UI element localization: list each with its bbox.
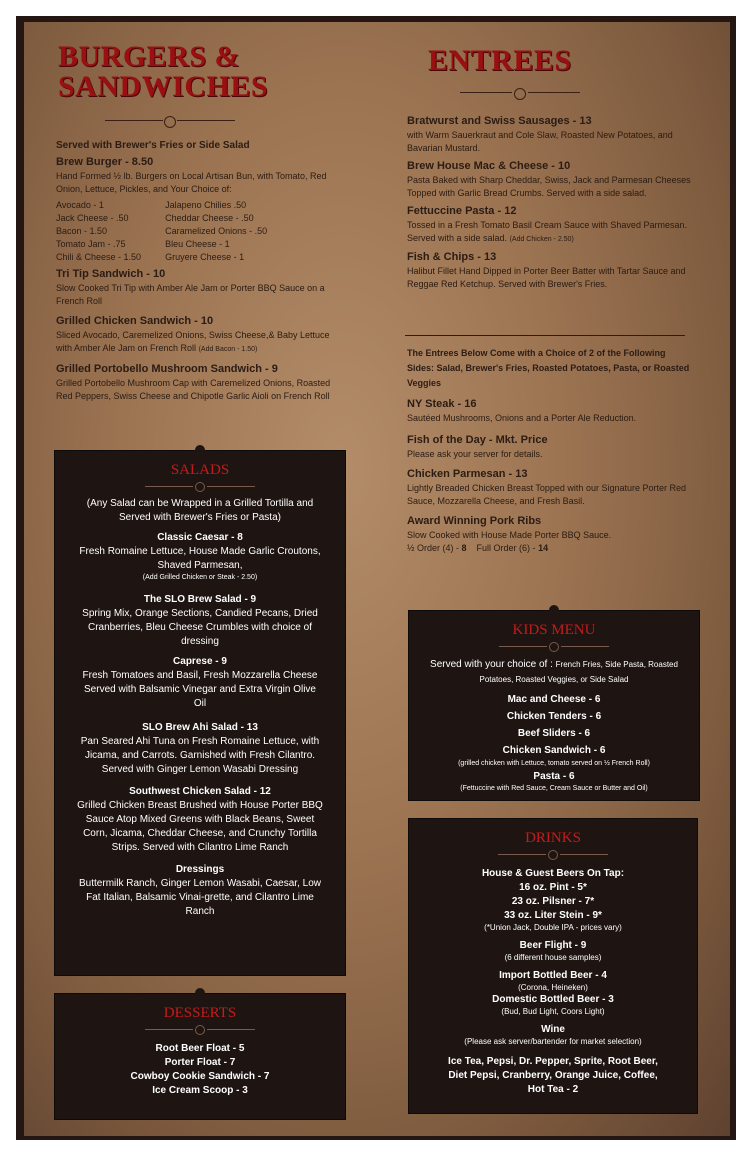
drinks-panel — [408, 818, 698, 1114]
bratwurst-desc: with Warm Sauerkraut and Cole Slaw, Roasted New Potatoes, and Bavarian Mustard. — [407, 130, 673, 153]
classic-caesar-desc: Fresh Romaine Lettuce, House Made Garlic Croutons, Shaved Parmesan, — [79, 546, 321, 571]
desc-text: Sliced Avocado, Caremelized Onions, Swiss Cheese,& Baby Lettuce with Amber Ale Jam on French Roll — [56, 330, 330, 353]
pork-ribs-prices — [407, 542, 692, 555]
kids-item-note: (Fettuccine with Red Sauce, Cream Sauce or Butter and Oil) — [460, 785, 648, 792]
sides-choice-note: The Entrees Below Come with a Choice of 2 of the Following Sides: Salad, Brewer's Fries, Roasted Potatoes, Pasta, or Roasted Veggies — [407, 348, 690, 388]
add-on-note: (Add Bacon - 1.50) — [198, 346, 258, 353]
kids-item: Pasta - 6 — [533, 771, 575, 782]
full-order-price: 14 — [538, 543, 549, 553]
drinks-flourish-icon — [498, 847, 608, 863]
addon: Bleu Cheese - 1 — [165, 239, 230, 249]
tap-note: (*Union Jack, Double IPA - prices vary) — [484, 923, 622, 932]
classic-caesar-title: Classic Caesar - 8 — [157, 532, 243, 543]
domestic-beer-note: (Bud, Bud Light, Coors Light) — [501, 1007, 605, 1016]
import-beer: Import Bottled Beer - 4 — [499, 970, 607, 981]
kids-item: Chicken Sandwich - 6 — [502, 745, 606, 756]
salads-flourish-icon — [145, 479, 255, 495]
grilled-chicken-sandwich-title: Grilled Chicken Sandwich - 10 — [56, 315, 214, 327]
desserts-panel — [54, 993, 346, 1120]
kids-item: Chicken Tenders - 6 — [506, 711, 602, 722]
ny-steak-desc: Sautéed Mushrooms, Onions and a Porter Ale Reduction. — [407, 413, 637, 423]
brew-burger-desc: Hand Formed ½ lb. Burgers on Local Artisan Bun, with Tomato, Red Onion, Lettuce, Pickles, and Your Choice of: — [56, 171, 327, 194]
half-order-label: ½ Order (4) - — [407, 543, 462, 553]
desserts-heading: DESSERTS — [163, 1005, 237, 1021]
portobello-desc: Grilled Portobello Mushroom Cap with Caremelized Onions, Roasted Red Peppers, Swiss Cheese and Chipotle Garlic Aioli on French Roll — [56, 378, 331, 401]
full-order-label: Full Order (6) - — [476, 543, 539, 553]
kids-intro — [427, 657, 681, 687]
salads-heading: SALADS — [170, 462, 230, 478]
dessert-item: Porter Float - 7 — [164, 1057, 236, 1068]
domestic-beer: Domestic Bottled Beer - 3 — [492, 994, 614, 1005]
pork-ribs-title: Award Winning Pork Ribs — [407, 515, 542, 527]
drinks-heading: DRINKS — [525, 830, 581, 846]
addon: Avocado - 1 — [56, 200, 104, 210]
tap-item: 16 oz. Pint - 5* — [519, 882, 587, 893]
burgers-heading-line1: BURGERS & — [58, 40, 241, 73]
fish-of-day-title: Fish of the Day - Mkt. Price — [407, 434, 548, 446]
classic-caesar-note: (Add Grilled Chicken or Steak - 2.50) — [142, 574, 258, 581]
addon: Tomato Jam - .75 — [56, 239, 126, 249]
half-order-price: 8 — [461, 543, 467, 553]
tri-tip-title: Tri Tip Sandwich - 10 — [56, 268, 166, 280]
burgers-heading — [58, 42, 268, 102]
bratwurst-title: Bratwurst and Swiss Sausages - 13 — [407, 115, 592, 127]
salads-panel — [54, 450, 346, 976]
tap-item: 23 oz. Pilsner - 7* — [511, 896, 595, 907]
mac-cheese-title: Brew House Mac & Cheese - 10 — [407, 160, 571, 172]
desserts-flourish-icon — [145, 1022, 255, 1038]
dressings-desc: Buttermilk Ranch, Ginger Lemon Wasabi, Caesar, Low Fat Italian, Balsamic Vinai-grette, and Cilantro Lime Ranch — [79, 878, 321, 917]
burgers-heading-line2: SANDWICHES — [58, 70, 269, 103]
entrees-heading: ENTREES — [428, 44, 572, 77]
ahi-salad-desc: Pan Seared Ahi Tuna on Fresh Romaine Lettuce, with Jicama, and Carrots. Garnished with Fresh Cilantro. Served with Ginger Lemon Wasabi Dressing — [80, 736, 320, 775]
grilled-chicken-sandwich-desc — [56, 329, 341, 356]
kids-intro-options: French Fries, Side Pasta, Roasted Potatoes, Roasted Veggies, or Side Salad — [479, 660, 678, 684]
addon: Jack Cheese - .50 — [56, 213, 129, 223]
addon: Caramelized Onions - .50 — [165, 226, 268, 236]
add-on-note: (Add Chicken - 2.50) — [509, 236, 574, 243]
served-with-note: Served with Brewer's Fries or Side Salad — [56, 140, 250, 151]
beer-flight: Beer Flight - 9 — [519, 940, 587, 951]
fettuccine-desc — [407, 219, 692, 246]
kids-flourish-icon — [499, 639, 609, 655]
kids-item: Mac and Cheese - 6 — [507, 694, 601, 705]
slo-brew-salad-desc: Spring Mix, Orange Sections, Candied Pecans, Dried Cranberries, Bleu Cheese Crumbles with choice of dressing — [82, 608, 318, 647]
entrees-sides-section — [407, 346, 692, 555]
ny-steak-title: NY Steak - 16 — [407, 398, 477, 410]
dressings-title: Dressings — [175, 864, 225, 875]
pork-ribs-desc: Slow Cooked with House Made Porter BBQ Sauce. — [407, 530, 612, 540]
kids-heading: KIDS MENU — [512, 622, 596, 638]
fish-chips-title: Fish & Chips - 13 — [407, 251, 497, 263]
mac-cheese-desc: Pasta Baked with Sharp Cheddar, Swiss, Jack and Parmesan Cheeses Topped with Garlic Bread Crumbs. Served with a side salad. — [407, 175, 691, 198]
fish-of-day-desc: Please ask your server for details. — [407, 449, 543, 459]
kids-item: Beef Sliders - 6 — [517, 728, 591, 739]
addon: Bacon - 1.50 — [56, 226, 108, 236]
ahi-salad-title: SLO Brew Ahi Salad - 13 — [142, 722, 258, 733]
burgers-flourish-icon — [105, 110, 235, 132]
caprese-desc: Fresh Tomatoes and Basil, Fresh Mozzarella Cheese Served with Balsamic Vinegar and Extra Virgin Olive Oil — [82, 670, 318, 709]
chicken-parmesan-desc: Lightly Breaded Chicken Breast Topped with our Signature Porter Red Sauce, Mozzarella Cheese, and Fresh Basil. — [407, 483, 686, 506]
beer-flight-note: (6 different house samples) — [504, 953, 602, 962]
kids-intro-lead: Served with your choice of : — [430, 659, 556, 670]
tap-item: 33 oz. Liter Stein - 9* — [504, 910, 602, 921]
addon: Gruyere Cheese - 1 — [165, 252, 245, 262]
entrees-divider — [405, 335, 685, 336]
addon: Chili & Cheese - 1.50 — [56, 252, 142, 262]
burgers-section — [56, 140, 341, 403]
fettuccine-title: Fettuccine Pasta - 12 — [407, 205, 517, 217]
panel-hanger-icon — [195, 988, 205, 998]
dessert-item: Cowboy Cookie Sandwich - 7 — [130, 1071, 270, 1082]
southwest-chicken-title: Southwest Chicken Salad - 12 — [129, 786, 271, 797]
kids-item-note: (grilled chicken with Lettuce, tomato served on ½ French Roll) — [458, 760, 650, 767]
wine: Wine — [541, 1024, 565, 1035]
burger-addons-table — [56, 199, 296, 264]
wine-note: (Please ask server/bartender for market selection) — [464, 1037, 642, 1046]
southwest-chicken-desc: Grilled Chicken Breast Brushed with House Porter BBQ Sauce Atop Mixed Greens with Black Beans, Sweet Corn, Jicama, Cheddar Cheese, and Crunchy Tortilla Strips. Served with Cilantro Lime Ranch — [77, 800, 323, 853]
slo-brew-salad-title: The SLO Brew Salad - 9 — [143, 594, 257, 605]
dessert-item: Ice Cream Scoop - 3 — [152, 1085, 248, 1096]
soft-drinks: Ice Tea, Pepsi, Dr. Pepper, Sprite, Root Beer, Diet Pepsi, Cranberry, Orange Juice, Coffee, Hot Tea - 2 — [448, 1056, 658, 1095]
brew-burger-title: Brew Burger - 8.50 — [56, 156, 154, 168]
entrees-flourish-icon — [460, 82, 580, 104]
panel-hanger-icon — [549, 605, 559, 615]
addon: Jalapeno Chilies .50 — [165, 200, 247, 210]
fish-chips-desc: Halibut Fillet Hand Dipped in Porter Beer Batter with Tartar Sauce and Reggae Red Ketchup. Served with Brewer's Fries. — [407, 266, 686, 289]
chicken-parmesan-title: Chicken Parmesan - 13 — [407, 468, 528, 480]
import-beer-note: (Corona, Heineken) — [518, 983, 588, 992]
tap-heading: House & Guest Beers On Tap: — [481, 868, 625, 879]
kids-panel — [408, 610, 700, 801]
portobello-title: Grilled Portobello Mushroom Sandwich - 9 — [56, 363, 278, 375]
salads-intro: (Any Salad can be Wrapped in a Grilled Tortilla and Served with Brewer's Fries or Pasta) — [86, 498, 314, 523]
tri-tip-desc: Slow Cooked Tri Tip with Amber Ale Jam or Porter BBQ Sauce on a French Roll — [56, 283, 325, 306]
desc-text: Tossed in a Fresh Tomato Basil Cream Sauce with Shaved Parmesan. Served with a side salad. — [407, 220, 687, 243]
panel-hanger-icon — [195, 445, 205, 455]
entrees-section — [407, 114, 692, 291]
dessert-item: Root Beer Float - 5 — [155, 1043, 245, 1054]
addon: Cheddar Cheese - .50 — [165, 213, 254, 223]
caprese-title: Caprese - 9 — [173, 656, 227, 667]
